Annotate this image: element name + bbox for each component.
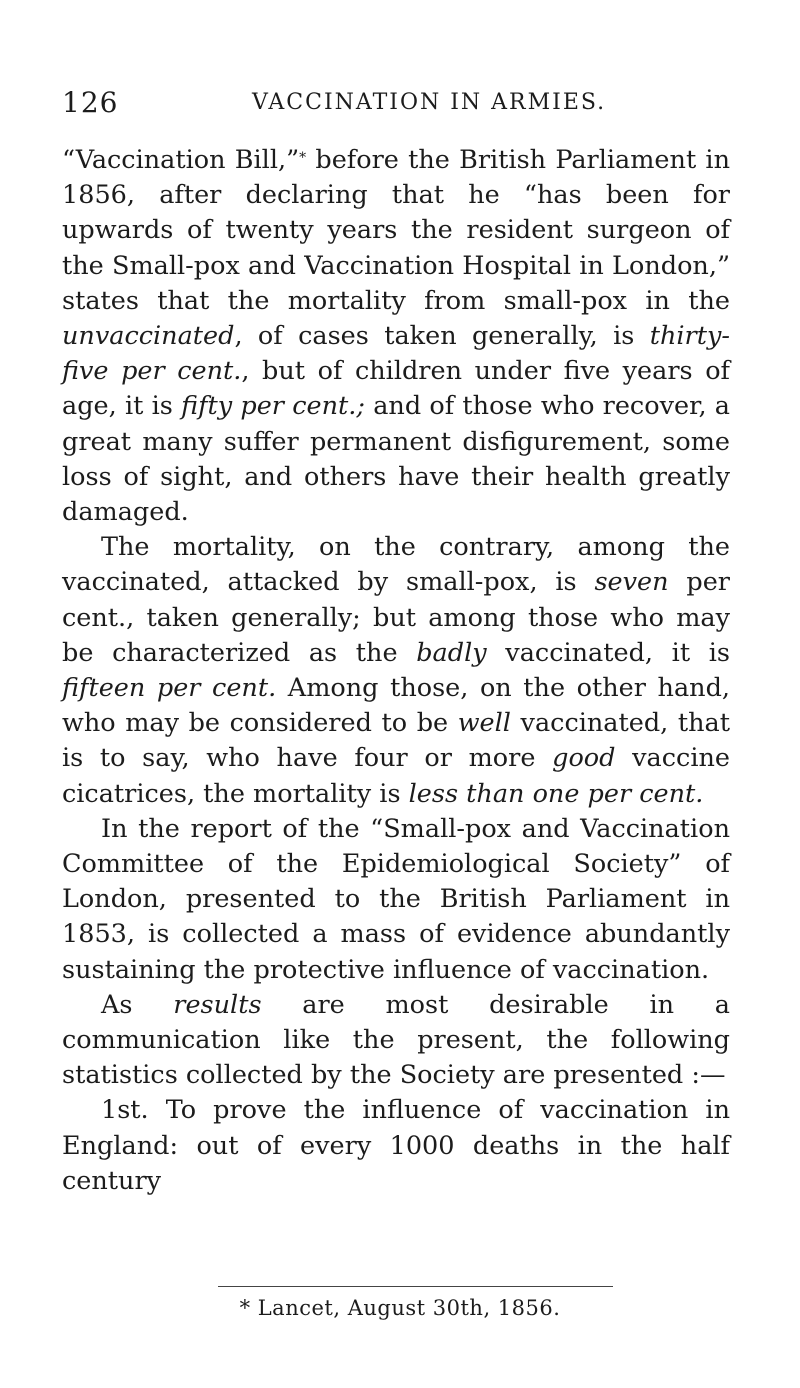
text-span: As <box>101 989 174 1020</box>
footnote-reference: * <box>299 150 307 166</box>
paragraph-3: In the report of the “Small-pox and Vaccination Committee of the Epidemiological Society” of London, presented to the British Parliament in 1853, is collected a mass of evidence abundantly sustaining the protective influence of vaccination. <box>62 813 730 985</box>
text-span: , of cases taken generally, is <box>234 321 650 352</box>
italic-span: well <box>457 708 511 739</box>
text-span: per cent., taken generally; but among those who may be characterized as the <box>62 567 730 668</box>
page-number: 126 <box>62 86 119 119</box>
paragraph-5: 1st. To prove the influence of vaccination in England: out of every 1000 deaths in the half century <box>62 1095 730 1196</box>
footnote-divider <box>218 1286 613 1287</box>
text-span: , but of children under five years of age, it is <box>62 356 730 422</box>
italic-span: results <box>173 989 262 1020</box>
running-title: VACCINATION IN ARMIES. <box>252 90 607 115</box>
italic-span: thirty-five per cent. <box>62 321 730 387</box>
paragraph-2 <box>62 530 730 812</box>
text-span: “Vaccination Bill,” <box>62 145 300 175</box>
text-span: are most desirable in a communication like the present, the following statistics collected by the Society are presented :— <box>62 989 730 1091</box>
text-span: vaccine cicatrices, the mortality is <box>62 743 730 809</box>
text-span: vaccinated, it is <box>486 637 730 668</box>
text-span: vaccinated, that is to say, who have four or more <box>62 708 730 774</box>
italic-span: fifteen per cent. <box>62 673 277 704</box>
paragraph-4 <box>62 988 730 1094</box>
paragraph-1 <box>62 143 730 530</box>
running-header <box>62 86 732 126</box>
text-span: Among those, on the other hand, who may be considered to be <box>62 673 731 739</box>
footnote: * Lancet, August 30th, 1856. <box>239 1296 561 1320</box>
text-span: before the British Parliament in 1856, after declaring that he “has been for upwards of twenty years the resident surgeon of the Small-pox and Vaccination Hospital in London,” states that the mortality from small-pox in the <box>62 145 731 316</box>
italic-span: unvaccinated <box>62 321 235 352</box>
text-span: and of those who recover, a great many suffer permanent disfigurement, some loss of sight, and others have their health greatly damaged. <box>62 391 730 528</box>
italic-span: seven <box>594 567 669 598</box>
italic-span: good <box>552 743 616 774</box>
body-text <box>62 143 730 1199</box>
italic-span: fifty per cent.; <box>181 391 365 422</box>
italic-span: less than one per cent. <box>408 778 704 809</box>
text-span: The mortality, on the contrary, among the vaccinated, attacked by small-pox, is <box>62 532 730 598</box>
italic-span: badly <box>416 637 487 668</box>
